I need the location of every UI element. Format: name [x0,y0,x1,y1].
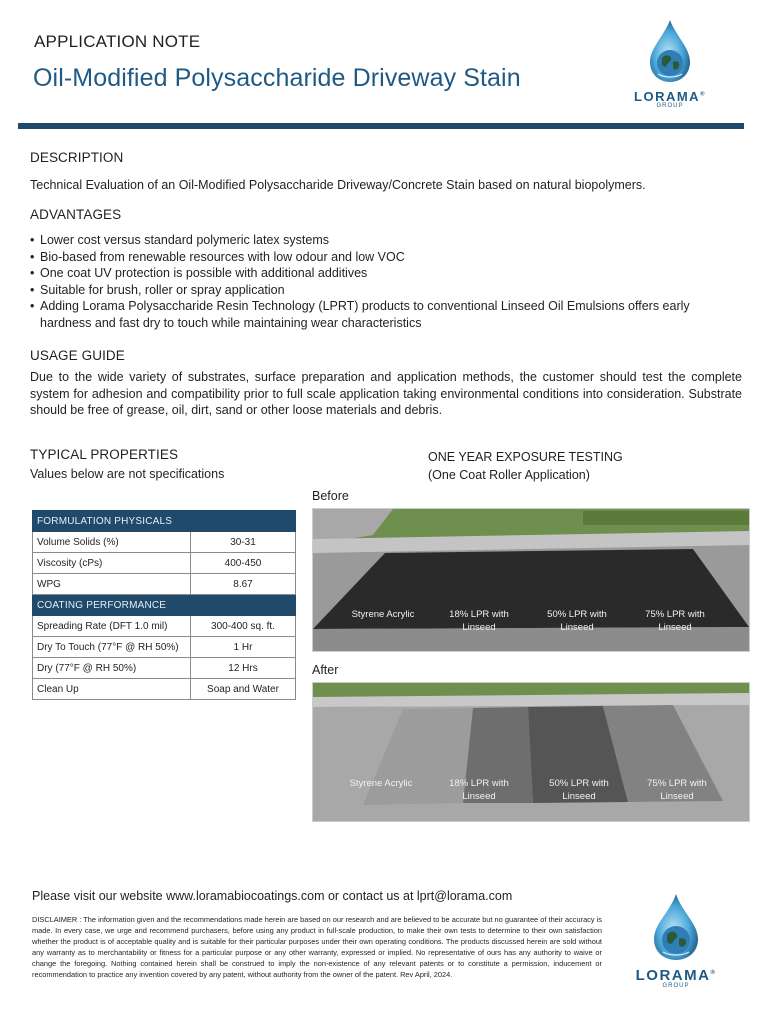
advantage-item: • Adding Lorama Polysaccharide Resin Technology (LPRT) products to conventional Linseed Oil Emulsions offers early hardness and fast dry to touch while maintaining wear characteristics [30,298,742,331]
property-label: Spreading Rate (DFT 1.0 mil) [33,616,191,637]
panel-label-3: 50% LPR with [549,778,609,789]
property-label: Dry (77°F @ RH 50%) [33,658,191,679]
usage-text: Due to the wide variety of substrates, surface preparation and application methods, the customer should test the complete system for adhesion and compatibility prior to full scale application taking environmental conditions into consideration. Substrate should be free of grease, oil, dirt, sand or other loose materials and debris. [30,370,742,417]
description-heading: DESCRIPTION [30,150,124,165]
description-text: Technical Evaluation of an Oil-Modified Polysaccharide Driveway/Concrete Stain based on natural biopolymers. [30,178,646,192]
contact-line: Please visit our website www.loramabiocoatings.com or contact us at lprt@lorama.com [32,889,513,903]
property-value: 12 Hrs [191,658,296,679]
properties-table [32,510,296,700]
property-value: Soap and Water [191,679,296,700]
property-value: 300-400 sq. ft. [191,616,296,637]
property-label: Dry To Touch (77°F @ RH 50%) [33,637,191,658]
table-row [33,574,296,595]
exposure-title: ONE YEAR EXPOSURE TESTING [428,450,623,464]
panel-label-1: Styrene Acrylic [349,778,413,789]
header-rule [18,123,744,129]
table-row [33,532,296,553]
property-label: Clean Up [33,679,191,700]
lorama-logo-bottom [630,892,722,989]
logo-wordmark: LORAMA [634,89,701,104]
lorama-logo-top [624,18,716,109]
panel-label-4: 75% LPR with [647,778,707,789]
property-value: 8.67 [191,574,296,595]
panel-label-2b: Linseed [462,791,496,802]
table-row [33,637,296,658]
logo-wordmark: LORAMA [635,967,711,984]
logo-registered-mark: ® [700,91,706,98]
table-row [33,679,296,700]
property-value: 400-450 [191,553,296,574]
panel-label-1: Styrene Acrylic [351,609,415,620]
advantage-item: • One coat UV protection is possible with additional additives [30,265,742,282]
advantage-item: • Bio-based from renewable resources with low odour and low VOC [30,249,742,266]
exposure-subtitle: (One Coat Roller Application) [428,468,590,482]
property-value: 30-31 [191,532,296,553]
logo-registered-mark: ® [710,970,717,976]
panel-label-2: 18% LPR with [449,609,509,620]
before-label: Before [312,489,349,503]
usage-heading: USAGE GUIDE [30,348,125,363]
advantage-item: • Suitable for brush, roller or spray application [30,282,742,299]
table-section-row [33,511,296,532]
section-coating-performance: COATING PERFORMANCE [33,595,296,616]
table-row [33,616,296,637]
panel-label-3b: Linseed [560,622,594,633]
advantages-list [30,232,742,331]
after-label: After [312,663,339,677]
panel-label-3b: Linseed [562,791,596,802]
advantage-item: • Lower cost versus standard polymeric latex systems [30,232,742,249]
after-photo [312,682,750,822]
table-row [33,658,296,679]
water-drop-globe-icon [630,892,722,962]
panel-label-4b: Linseed [658,622,692,633]
driveway-after-image [313,683,749,821]
logo-group-text: GROUP [662,983,690,989]
table-row [33,553,296,574]
driveway-before-image [313,509,749,651]
section-formulation-physicals: FORMULATION PHYSICALS [33,511,296,532]
properties-heading: TYPICAL PROPERTIES [30,447,179,462]
before-photo [312,508,750,652]
panel-label-3: 50% LPR with [547,609,607,620]
disclaimer-text: DISCLAIMER : The information given and the recommendations made herein are based on our research and are believed to be accurate but no guarantee of their accuracy is made. In every case, we urge and recommend purchasers, before using any product in full-scale production, to make their own tests to determine to their own satisfaction whether the product is of acceptable quality and is suitable for their particular purposes under their own operating conditions. The products discussed herein are sold without any warranty as to merchantability or fitness for a particular purpose or any other warranty, expressed or implied. No representative of ours has any authority to waive or change the foregoing. Nothing contained herein shall be construed to imply the non-existence of any relevant patents or to constitute a permission, inducement or recommendation to practice any invention covered by any patent, without authority from the owner of the patent. Rev April, 2024. [32,915,602,979]
panel-label-4: 75% LPR with [645,609,705,620]
property-label: Viscosity (cPs) [33,553,191,574]
water-drop-globe-icon [624,18,716,84]
property-label: Volume Solids (%) [33,532,191,553]
panel-label-4b: Linseed [660,791,694,802]
panel-label-2b: Linseed [462,622,496,633]
property-value: 1 Hr [191,637,296,658]
document-title: Oil-Modified Polysaccharide Driveway Stain [33,64,521,92]
document-kicker: APPLICATION NOTE [34,32,201,51]
table-section-row [33,595,296,616]
properties-subheading: Values below are not specifications [30,467,225,481]
logo-group-text: GROUP [656,103,684,109]
property-label: WPG [33,574,191,595]
panel-label-2: 18% LPR with [449,778,509,789]
advantages-heading: ADVANTAGES [30,207,122,222]
